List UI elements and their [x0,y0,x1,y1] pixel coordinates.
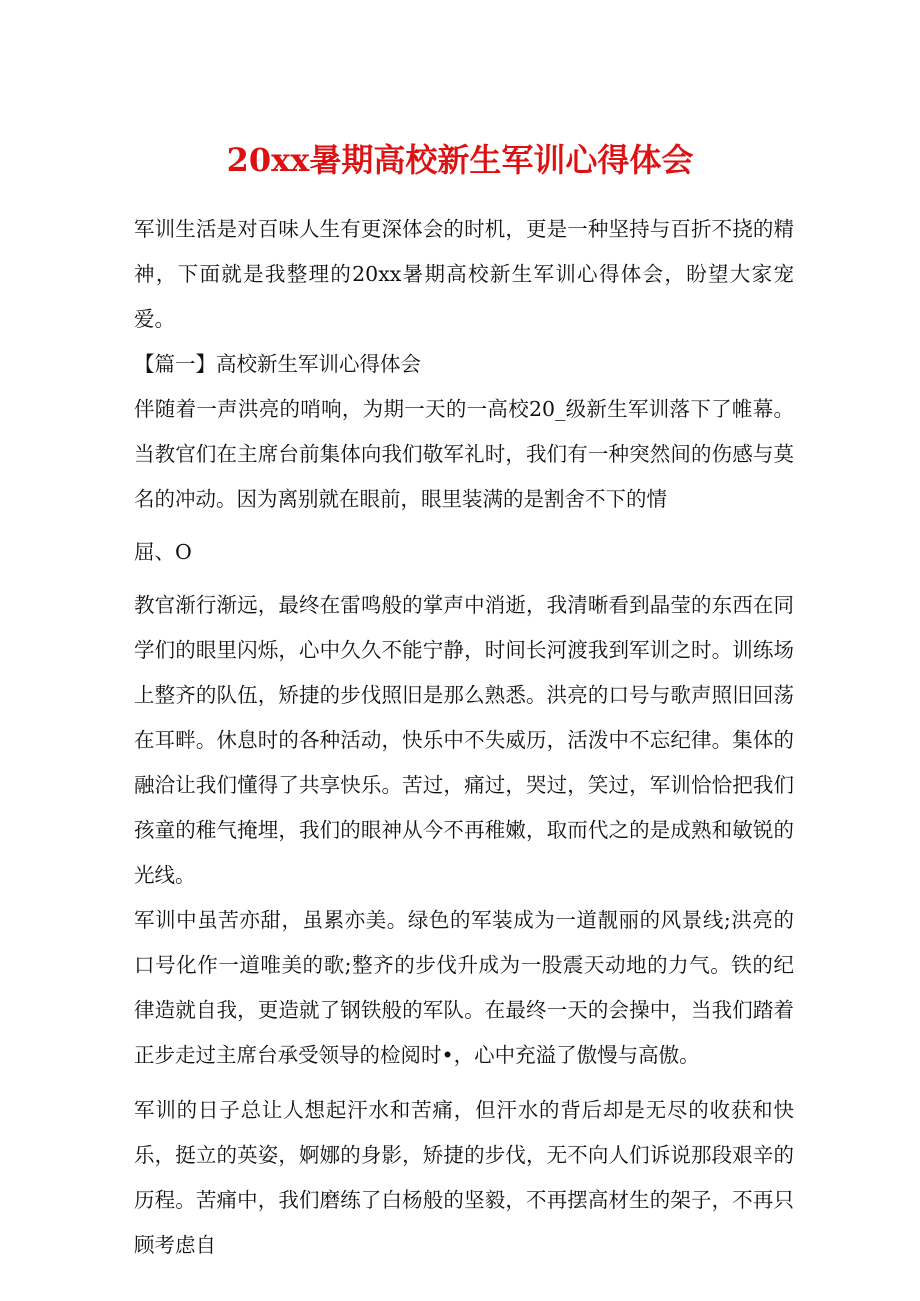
document-body [134,207,794,1268]
body-paragraph: 屈、O [134,540,192,564]
body-paragraph: 伴随着一声洪亮的哨响，为期一天的一高校20_级新生军训落下了帷幕。当教官们在主席台前集体向我们敬军礼时，我们有一种突然间的伤感与莫名的冲动。因为离别就在眼前，眼里装满的是割舍不下的情 [134,397,794,511]
body-paragraph: 军训的日子总让人想起汗水和苦痛，但汗水的背后却是无尽的收获和快乐，挺立的英姿，婀娜的身影，矫捷的步伐，无不向人们诉说那段艰辛的历程。苦痛中，我们磨练了白杨般的坚毅，不再摆高材生的架子，不再只顾考虑自 [134,1098,794,1257]
section-heading: 【篇一】高校新生军训心得体会 [134,352,421,376]
body-paragraph: 教官渐行渐远，最终在雷鸣般的掌声中消逝，我清晰看到晶莹的东西在同学们的眼里闪烁，心中久久不能宁静，时间长河渡我到军训之时。训练场上整齐的队伍，矫捷的步伐照旧是那么熟悉。洪亮的口号与歌声照旧回荡在耳畔。休息时的各种活动，快乐中不失威历，活泼中不忘纪律。集体的融洽让我们懂得了共享快乐。苦过，痛过，哭过，笑过，军训恰恰把我们孩童的稚气掩埋，我们的眼神从今不再稚嫩，取而代之的是成熟和敏锐的光线。 [134,593,794,887]
intro-paragraph: 军训生活是对百味人生有更深体会的时机，更是一种坚持与百折不挠的精神，下面就是我整理的20xx暑期高校新生军训心得体会，盼望大家宠爱。 [134,217,794,331]
document-title: 20xx暑期高校新生军训心得体会 [226,141,694,179]
body-paragraph: 军训中虽苦亦甜，虽累亦美。绿色的军装成为一道靓丽的风景线;洪亮的口号化作一道唯美的歌;整齐的步伐升成为一股震天动地的力气。铁的纪律造就自我，更造就了钢铁般的军队。在最终一天的会操中，当我们踏着正步走过主席台承受领导的检阅时•，心中充溢了傲慢与高傲。 [134,908,794,1067]
